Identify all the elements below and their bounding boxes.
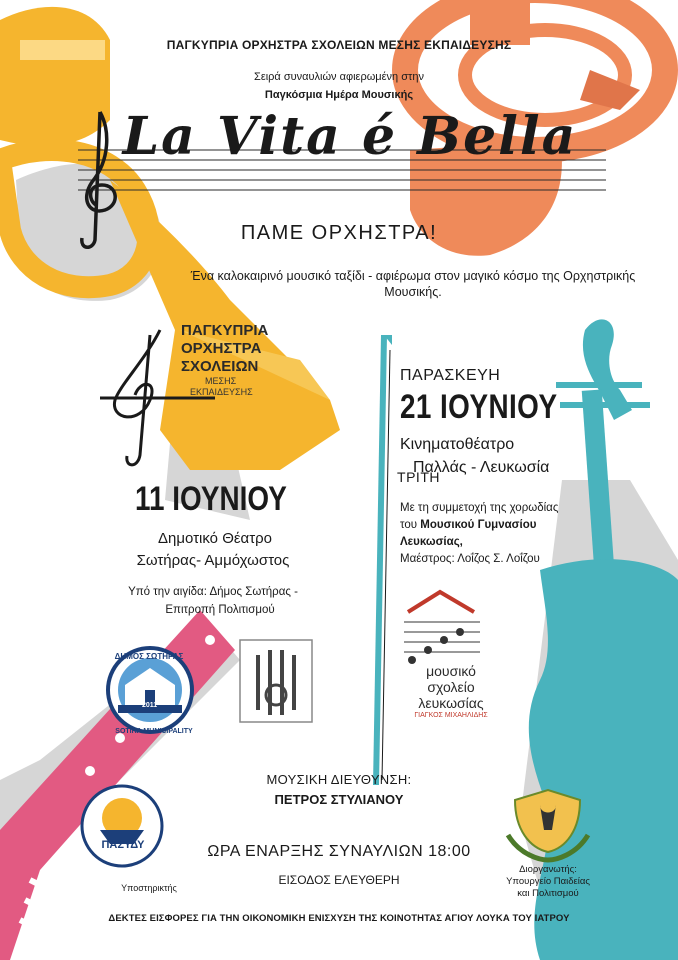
organiser-line-1: Διοργανωτής:: [519, 864, 577, 875]
music-school-nicosia-logo: [404, 592, 480, 664]
music-school-line-4: ΓΙΑΓΚΟΣ ΜΙΧΑΗΛΙΔΗΣ: [414, 712, 488, 719]
concert-right-day: ΠΑΡΑΣΚΕΥΗ: [400, 367, 501, 384]
sponsor-label: Υποστηρικτής: [121, 883, 177, 893]
series-line-1: Σειρά συναυλιών αφιερωμένη στην: [254, 71, 424, 83]
participation-line-3-bold: Λευκωσίας,: [400, 536, 463, 548]
participation-line-2-pre: του: [400, 519, 421, 531]
participation-line-4: Μαέστρος: Λοΐζος Σ. Λοΐζου: [400, 553, 540, 565]
participation-line-3: [400, 534, 640, 551]
series-line-2: Παγκόσμια Ημέρα Μουσικής: [264, 89, 414, 101]
dimos-logo-year: 2011: [142, 702, 158, 709]
concert-left-day: ΤΡΙΤΗ: [397, 469, 440, 485]
orchestra-logo-text: [181, 322, 301, 358]
poster-description: Ένα καλοκαιρινό μουσικό ταξίδι - αφιέρωμα στον μαγικό κόσμο της Ορχηστρικής Μουσικής.: [190, 269, 636, 299]
aegis-line-2: Επιτροπή Πολιτισμού: [165, 604, 275, 616]
concert-right-venue-1: Κινηματοθέατρο: [400, 436, 515, 453]
music-director-name: ΠΕΤΡΟΣ ΣΤΥΛΙΑΝΟΥ: [274, 792, 404, 807]
orchestra-logo-line3: ΣΧΟΛΕΙΩΝ: [181, 358, 259, 375]
concert-left-date: 11 ΙΟΥΝΙΟΥ: [135, 480, 287, 518]
organiser-ministry: [478, 864, 618, 900]
concert-left-venue-1: Δημοτικό Θέατρο: [157, 530, 273, 547]
music-school-line-1: μουσικό: [426, 663, 476, 679]
music-schools-seal-logo: [240, 640, 312, 722]
orchestra-logo-sub2: ΕΚΠΑΙΔΕΥΣΗΣ: [190, 387, 253, 397]
participation-line-1: Με τη συμμετοχή της χορωδίας: [400, 502, 559, 514]
music-school-line-2: σχολείο: [427, 679, 475, 695]
concert-right-participation: [400, 500, 640, 568]
participation-line-2-bold: Μουσικού Γυμνασίου: [420, 519, 537, 531]
music-direction-label: ΜΟΥΣΙΚΗ ΔΙΕΥΘΥΝΣΗ:: [266, 772, 412, 787]
participation-line-2: [400, 517, 640, 534]
concert-left-venue-2: Σωτήρας- Αμμόχωστος: [136, 552, 290, 569]
organiser-line-3: και Πολιτισμού: [517, 888, 579, 899]
pasydy-logo-text: ΠΑΣΥΔΥ: [101, 839, 145, 851]
aegis-line-1: Υπό την αιγίδα: Δήμος Σωτήρας -: [128, 586, 298, 598]
music-school-line-3: λευκωσίας: [418, 695, 484, 711]
poster-tagline: ΠΑΜΕ ΟΡΧΗΣΤΡΑ!: [240, 222, 438, 244]
dimos-logo-bottom-text: SOTIRA MUNICIPALITY: [115, 728, 193, 735]
organiser-line-2: Υπουργείο Παιδείας: [506, 876, 590, 887]
dimos-logo-top-text: ΔΗΜΟΣ ΣΩΤΗΡΑΣ: [114, 652, 184, 661]
donations-footer: ΔΕΚΤΕΣ ΕΙΣΦΟΡΕΣ ΓΙΑ ΤΗΝ ΟΙΚΟΝΟΜΙΚΗ ΕΝΙΣΧΥΣΗ ΤΗΣ ΚΟΙΝΟΤΗΤΑΣ ΑΓΙΟΥ ΛΟΥΚΑ ΤΟΥ ΙΑΤΡΟΥ: [108, 913, 570, 924]
free-entry: ΕΙΣΟΔΟΣ ΕΛΕΥΘΕΡΗ: [278, 873, 400, 887]
concert-right-venue-2: Παλλάς - Λευκωσία: [413, 459, 550, 476]
orchestra-logo-line1: ΠΑΓΚΥΠΡΙΑ: [181, 322, 269, 339]
start-time: ΩΡΑ ΕΝΑΡΞΗΣ ΣΥΝΑΥΛΙΩΝ 18:00: [207, 843, 471, 860]
organiser-header: ΠΑΓΚΥΠΡΙΑ ΟΡΧΗΣΤΡΑ ΣΧΟΛΕΙΩΝ ΜΕΣΗΣ ΕΚΠΑΙΔΕΥΣΗΣ: [166, 38, 512, 52]
orchestra-logo-sub1: ΜΕΣΗΣ: [205, 376, 237, 386]
concert-right-date: 21 ΙΟΥΝΙΟΥ: [400, 388, 558, 426]
orchestra-logo-line2: ΟΡΧΗΣΤΡΑ: [181, 340, 262, 357]
poster-title: La Vita é Bella: [122, 106, 578, 167]
